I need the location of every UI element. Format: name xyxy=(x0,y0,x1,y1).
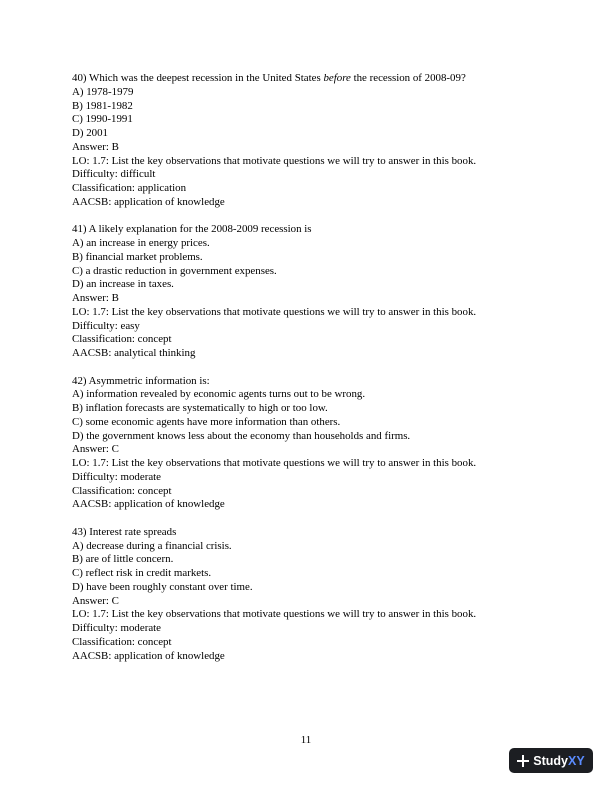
question-stem: 40) Which was the deepest recession in the United States before the recession of 2008-09? xyxy=(72,72,466,84)
classification: Classification: application xyxy=(72,182,187,194)
option-c: C) a drastic reduction in government expenses. xyxy=(72,264,277,277)
option-a: A) 1978-1979 xyxy=(72,85,134,98)
question-43 xyxy=(72,526,542,664)
option-c: C) 1990-1991 xyxy=(72,113,133,126)
learning-objective: LO: 1.7: List the key observations that motivate questions we will try to answer in this book. xyxy=(72,154,477,167)
option-b: B) 1981-1982 xyxy=(72,99,133,112)
option-b: B) financial market problems. xyxy=(72,250,203,263)
aacsb: AACSB: application of knowledge xyxy=(72,195,225,208)
classification: Classification: concept xyxy=(72,635,172,648)
emphasis-text: before xyxy=(323,72,351,84)
option-d: D) an increase in taxes. xyxy=(72,278,174,291)
question-stem: 42) Asymmetric information is: xyxy=(72,374,210,387)
difficulty: Difficulty: easy xyxy=(72,319,140,332)
page-number: 11 xyxy=(300,734,312,746)
aacsb: AACSB: analytical thinking xyxy=(72,347,196,359)
aacsb: AACSB: application of knowledge xyxy=(72,498,225,511)
answer: Answer: C xyxy=(72,443,119,456)
question-40 xyxy=(72,72,542,210)
option-d: D) 2001 xyxy=(72,127,108,139)
studyxy-logo[interactable] xyxy=(509,748,593,773)
option-c: C) reflect risk in credit markets. xyxy=(72,567,212,579)
option-b: B) are of little concern. xyxy=(72,553,174,566)
option-c: C) some economic agents have more information than others. xyxy=(72,415,341,428)
question-41 xyxy=(72,223,542,361)
option-d: D) have been roughly constant over time. xyxy=(72,580,253,593)
difficulty: Difficulty: difficult xyxy=(72,168,156,181)
classification: Classification: concept xyxy=(72,333,172,346)
option-a: A) decrease during a financial crisis. xyxy=(72,539,232,552)
question-stem: 41) A likely explanation for the 2008-2009 recession is xyxy=(72,223,312,236)
plus-icon xyxy=(517,755,529,767)
answer: Answer: B xyxy=(72,140,119,153)
difficulty: Difficulty: moderate xyxy=(72,470,162,483)
page-content xyxy=(72,72,542,677)
aacsb: AACSB: application of knowledge xyxy=(72,649,225,662)
answer: Answer: B xyxy=(72,292,119,304)
option-a: A) an increase in energy prices. xyxy=(72,237,210,249)
learning-objective: LO: 1.7: List the key observations that motivate questions we will try to answer in this book. xyxy=(72,608,477,621)
option-d: D) the government knows less about the economy than households and firms. xyxy=(72,429,411,442)
option-b: B) inflation forecasts are systematically to high or too low. xyxy=(72,402,328,414)
classification: Classification: concept xyxy=(72,484,172,497)
learning-objective: LO: 1.7: List the key observations that motivate questions we will try to answer in this book. xyxy=(72,305,477,318)
option-a: A) information revealed by economic agents turns out to be wrong. xyxy=(72,388,366,401)
studyxy-wordmark: StudyXY xyxy=(533,753,585,768)
question-42 xyxy=(72,375,542,513)
question-stem: 43) Interest rate spreads xyxy=(72,525,177,538)
difficulty: Difficulty: moderate xyxy=(72,622,162,634)
learning-objective: LO: 1.7: List the key observations that motivate questions we will try to answer in this book. xyxy=(72,457,477,469)
answer: Answer: C xyxy=(72,594,119,607)
